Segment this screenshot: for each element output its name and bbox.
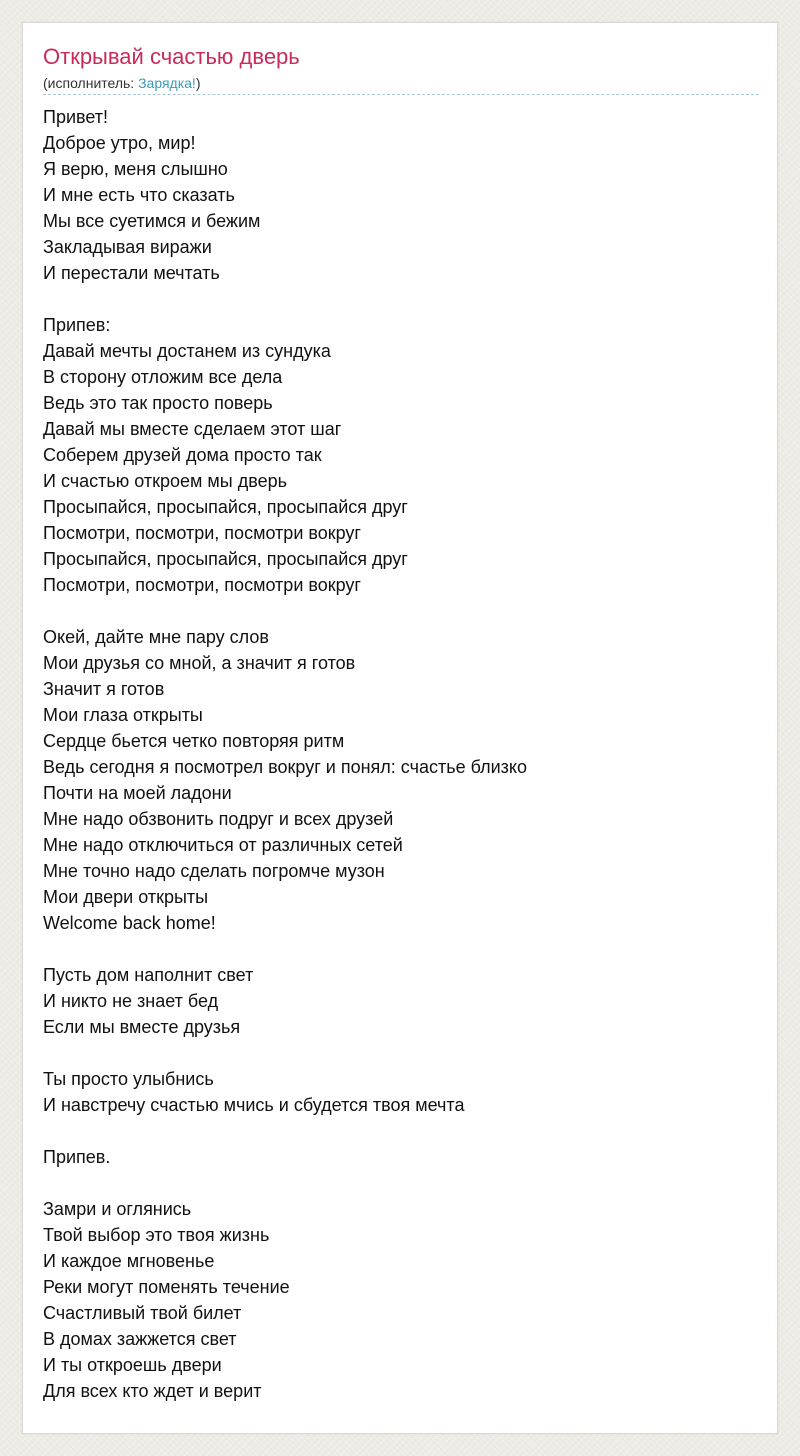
stanza-break [43,1040,759,1066]
lyric-line: Ведь сегодня я посмотрел вокруг и понял: счастье близко [43,757,528,777]
lyric-line: Почти на моей ладони [43,783,232,803]
lyric-line: И счастью откроем мы дверь [43,471,287,491]
stanza-break [43,286,759,312]
lyric-line: Давай мы вместе сделаем этот шаг [43,419,342,439]
lyric-line: Доброе утро, мир! [43,133,196,153]
stanza-break [43,598,759,624]
lyric-line: И мне есть что сказать [43,185,235,205]
lyric-line: Припев: [43,315,111,335]
header-divider [43,94,759,95]
lyric-line: Мы все суетимся и бежим [43,211,261,231]
lyric-line: Ты просто улыбнись [43,1069,214,1089]
lyric-line: Мои двери открыты [43,887,209,907]
lyric-line: Значит я готов [43,679,165,699]
lyric-line: Соберем друзей дома просто так [43,445,322,465]
lyric-line: Счастливый твой билет [43,1303,242,1323]
stanza-break [43,1118,759,1144]
lyric-line: И перестали мечтать [43,263,220,283]
lyric-line: Давай мечты достанем из сундука [43,341,331,361]
lyric-line: Мне надо отключиться от различных сетей [43,835,403,855]
lyric-line: Реки могут поменять течение [43,1277,290,1297]
stanza-break [43,936,759,962]
stanza-break [43,1170,759,1196]
lyric-line: Мои глаза открыты [43,705,203,725]
artist-prefix: (исполнитель: [43,75,139,91]
lyric-line: Просыпайся, просыпайся, просыпайся друг [43,549,408,569]
lyric-line: Мне надо обзвонить подруг и всех друзей [43,809,394,829]
lyric-line: Просыпайся, просыпайся, просыпайся друг [43,497,408,517]
lyric-line: Замри и оглянись [43,1199,192,1219]
lyric-line: Припев. [43,1147,111,1167]
lyric-line: И ты откроешь двери [43,1355,222,1375]
lyrics-text [43,104,759,1404]
lyric-line: Если мы вместе друзья [43,1017,241,1037]
lyric-line: Привет! [43,107,109,127]
lyric-line: Закладывая виражи [43,237,212,257]
lyric-line: Для всех кто ждет и верит [43,1381,262,1401]
lyric-line: Мне точно надо сделать погромче музон [43,861,385,881]
lyric-line: И каждое мгновенье [43,1251,215,1271]
lyric-line: Сердце бьется четко повторяя ритм [43,731,345,751]
lyric-line: Посмотри, посмотри, посмотри вокруг [43,523,361,543]
lyrics-card [22,22,778,1434]
artist-link[interactable]: Зарядка! [138,75,196,91]
lyric-line: И навстречу счастью мчись и сбудется твоя мечта [43,1095,465,1115]
lyric-line: Окей, дайте мне пару слов [43,627,269,647]
lyric-line: Мои друзья со мной, а значит я готов [43,653,356,673]
lyric-line: И никто не знает бед [43,991,219,1011]
lyric-line: В сторону отложим все дела [43,367,283,387]
lyric-line: Твой выбор это твоя жизнь [43,1225,270,1245]
lyric-line: В домах зажжется свет [43,1329,237,1349]
lyric-line: Я верю, меня слышно [43,159,228,179]
artist-suffix: ) [195,75,201,91]
lyric-line: Ведь это так просто поверь [43,393,273,413]
song-title: Открывай счастью дверь [43,44,300,69]
lyric-line: Посмотри, посмотри, посмотри вокруг [43,575,361,595]
artist-credit [43,74,201,92]
lyric-line: Welcome back home! [43,913,216,933]
lyric-line: Пусть дом наполнит свет [43,965,254,985]
